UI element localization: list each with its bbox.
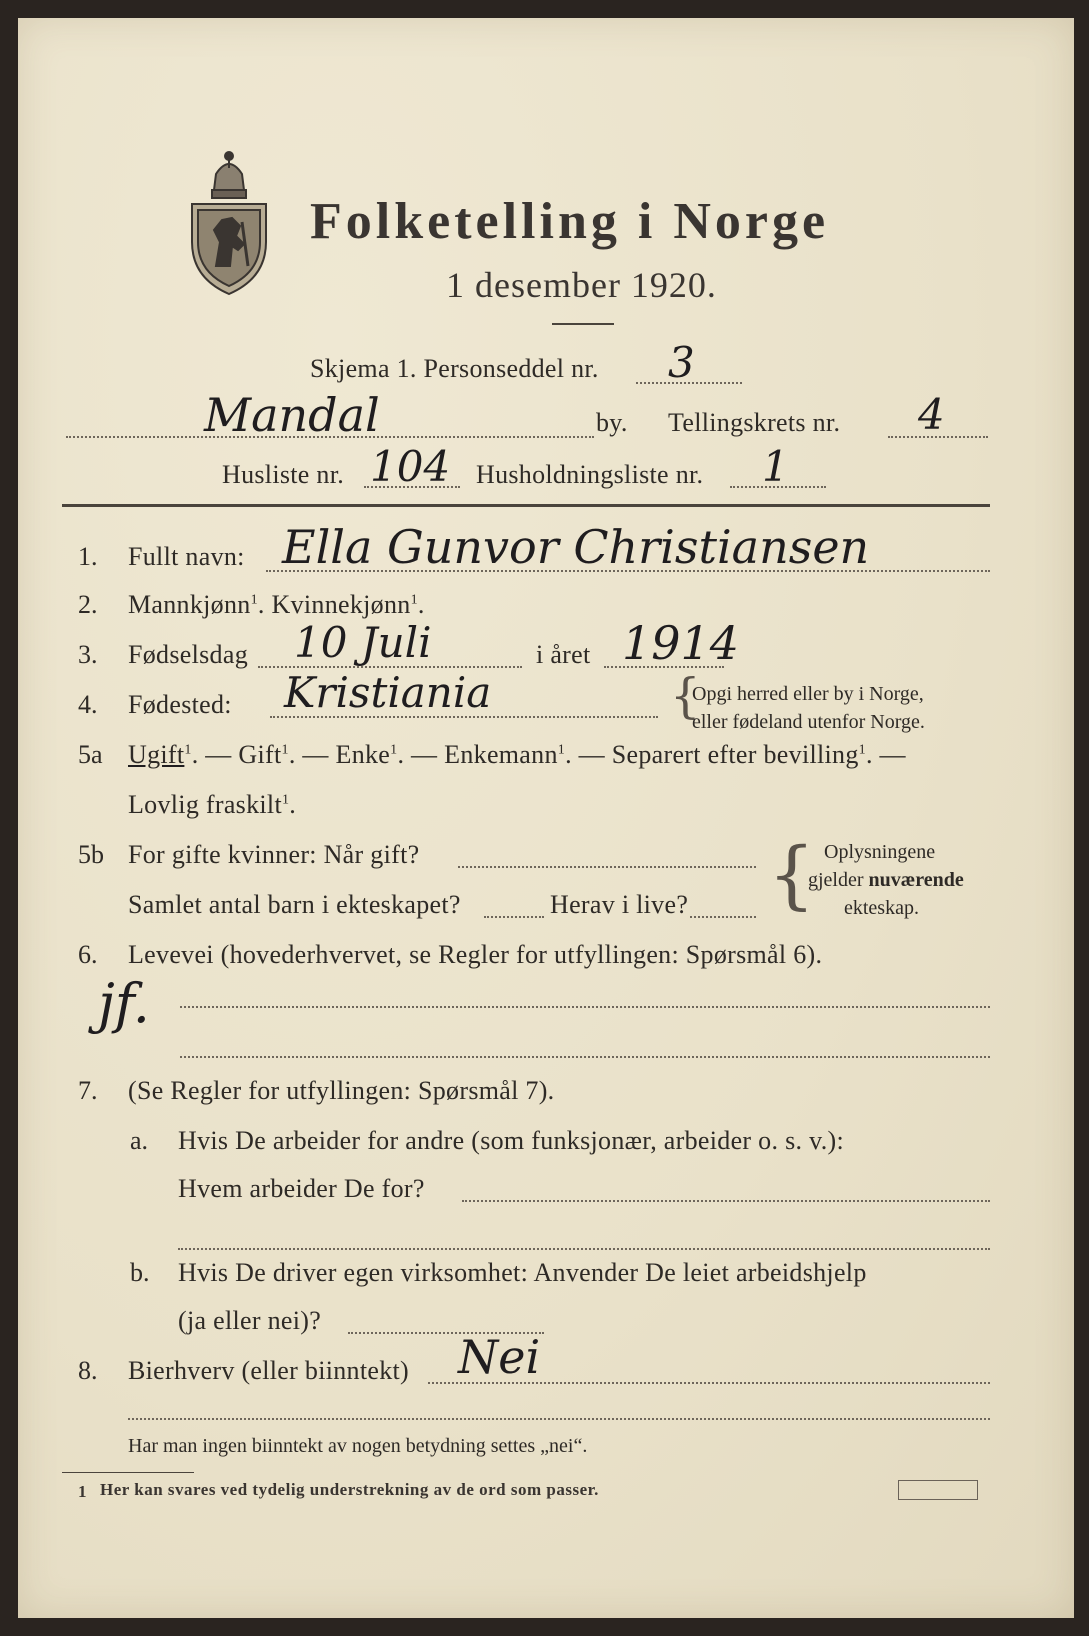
house-list-value[interactable]: 104 — [370, 442, 451, 491]
q4-number: 4. — [78, 690, 98, 719]
q5b-brace: { — [768, 832, 816, 918]
birth-year-label: i året — [536, 640, 591, 669]
form-title: Folketelling i Norge — [310, 193, 830, 250]
census-form-sheet — [18, 18, 1074, 1618]
footnote-mark: 1 — [78, 1482, 87, 1501]
q5b-children-label: Samlet antal barn i ekteskapet? — [128, 890, 461, 919]
q5b-note-2: gjelder nuværende — [808, 869, 964, 891]
marital-divorced[interactable]: Lovlig fraskilt — [128, 790, 282, 819]
full-name-value[interactable]: Ella Gunvor Christiansen — [282, 520, 870, 574]
form-date: 1 desember 1920. — [446, 265, 717, 305]
q8-number: 8. — [78, 1356, 98, 1385]
q7-label: (Se Regler for utfyllingen: Spørsmål 7). — [128, 1076, 555, 1105]
q7b-line-1: Hvis De driver egen virksomhet: Anvender De leiet arbeidshjelp — [178, 1258, 867, 1287]
income-note: Har man ingen biinntekt av nogen betydning settes „nei“. — [128, 1435, 588, 1457]
marital-separated[interactable]: Separert efter bevilling — [611, 740, 859, 769]
marital-divorced-line: Lovlig fraskilt$^1$. — [128, 790, 297, 819]
occupation-line-1 — [180, 1006, 990, 1008]
gender-male[interactable]: Mannkjønn — [128, 590, 251, 619]
q5b-note-1: Oplysningene — [824, 841, 936, 863]
side-income-line-2 — [128, 1418, 990, 1420]
side-income-value[interactable]: Nei — [458, 1330, 541, 1384]
city-value[interactable]: Mandal — [204, 388, 380, 442]
city-suffix: by. — [596, 408, 628, 437]
q4-brace: { — [670, 668, 701, 724]
gender-options: Mannkjønn$^1$. Kvinnekjønn$^1$. — [128, 590, 425, 619]
q4-note-2: eller fødeland utenfor Norge. — [692, 711, 925, 733]
footnote-rule — [62, 1472, 194, 1473]
header-rule — [62, 504, 990, 507]
q6-label: Levevei (hovederhvervet, se Regler for utfyllingen: Spørsmål 6). — [128, 940, 823, 969]
marital-widow[interactable]: Enke — [335, 740, 391, 769]
gender-female[interactable]: Kvinnekjønn — [271, 590, 411, 619]
printer-stamp — [898, 1480, 978, 1500]
q4-note-1: Opgi herred eller by i Norge, — [692, 683, 924, 705]
footnote-text: Her kan svares ved tydelig understrekning av de ord som passer. — [100, 1480, 599, 1499]
q6-number: 6. — [78, 940, 98, 969]
q8-label: Bierhverv (eller biinntekt) — [128, 1356, 409, 1385]
q5b-number: 5b — [78, 840, 104, 869]
district-label: Tellingskrets nr. — [668, 408, 841, 437]
q1-number: 1. — [78, 542, 98, 571]
birth-year-value[interactable]: 1914 — [622, 616, 740, 670]
q7b-letter: b. — [130, 1258, 150, 1287]
q5b-alive-label: Herav i live? — [550, 890, 689, 919]
employer-line-2[interactable] — [178, 1248, 990, 1250]
employer-line-1[interactable] — [462, 1200, 990, 1202]
coat-of-arms-icon — [186, 146, 272, 298]
q3-label: Fødselsdag — [128, 640, 248, 669]
birthday-value[interactable]: 10 Juli — [294, 618, 432, 667]
marital-unmarried[interactable]: Ugift — [128, 740, 185, 769]
q7a-letter: a. — [130, 1126, 149, 1155]
q7a-line-1: Hvis De arbeider for andre (som funksjonær, arbeider o. s. v.): — [178, 1126, 844, 1155]
married-date-line[interactable] — [458, 866, 756, 868]
q5a-number: 5a — [78, 740, 103, 769]
q3-number: 3. — [78, 640, 98, 669]
q2-number: 2. — [78, 590, 98, 619]
q5b-married-label: For gifte kvinner: Når gift? — [128, 840, 420, 869]
schema-label: Skjema 1. Personseddel nr. — [310, 354, 599, 383]
marital-status-options: Ugift$^1$. — Gift$^1$. — Enke$^1$. — Enkemann$^1$. — Separert efter bevilling$^1$. — — [128, 740, 906, 769]
household-list-value[interactable]: 1 — [762, 442, 789, 491]
house-list-label: Husliste nr. — [222, 460, 345, 489]
q7b-line-2: (ja eller nei)? — [178, 1306, 322, 1335]
occupation-line-2 — [180, 1056, 990, 1058]
marital-widower[interactable]: Enkemann — [444, 740, 558, 769]
q5b-note-3: ekteskap. — [844, 897, 919, 919]
q7a-line-2: Hvem arbeider De for? — [178, 1174, 425, 1203]
occupation-value[interactable]: jf. — [98, 972, 150, 1035]
q4-label: Fødested: — [128, 690, 232, 719]
q1-label: Fullt navn: — [128, 542, 245, 571]
children-count-line[interactable] — [484, 916, 544, 918]
title-divider — [552, 323, 614, 325]
children-alive-line[interactable] — [690, 916, 756, 918]
q7-number: 7. — [78, 1076, 98, 1105]
marital-married[interactable]: Gift — [238, 740, 282, 769]
household-list-label: Husholdningsliste nr. — [476, 460, 704, 489]
birthplace-value[interactable]: Kristiania — [284, 668, 492, 717]
schema-number-value[interactable]: 3 — [668, 338, 695, 387]
district-number-value[interactable]: 4 — [918, 390, 945, 439]
